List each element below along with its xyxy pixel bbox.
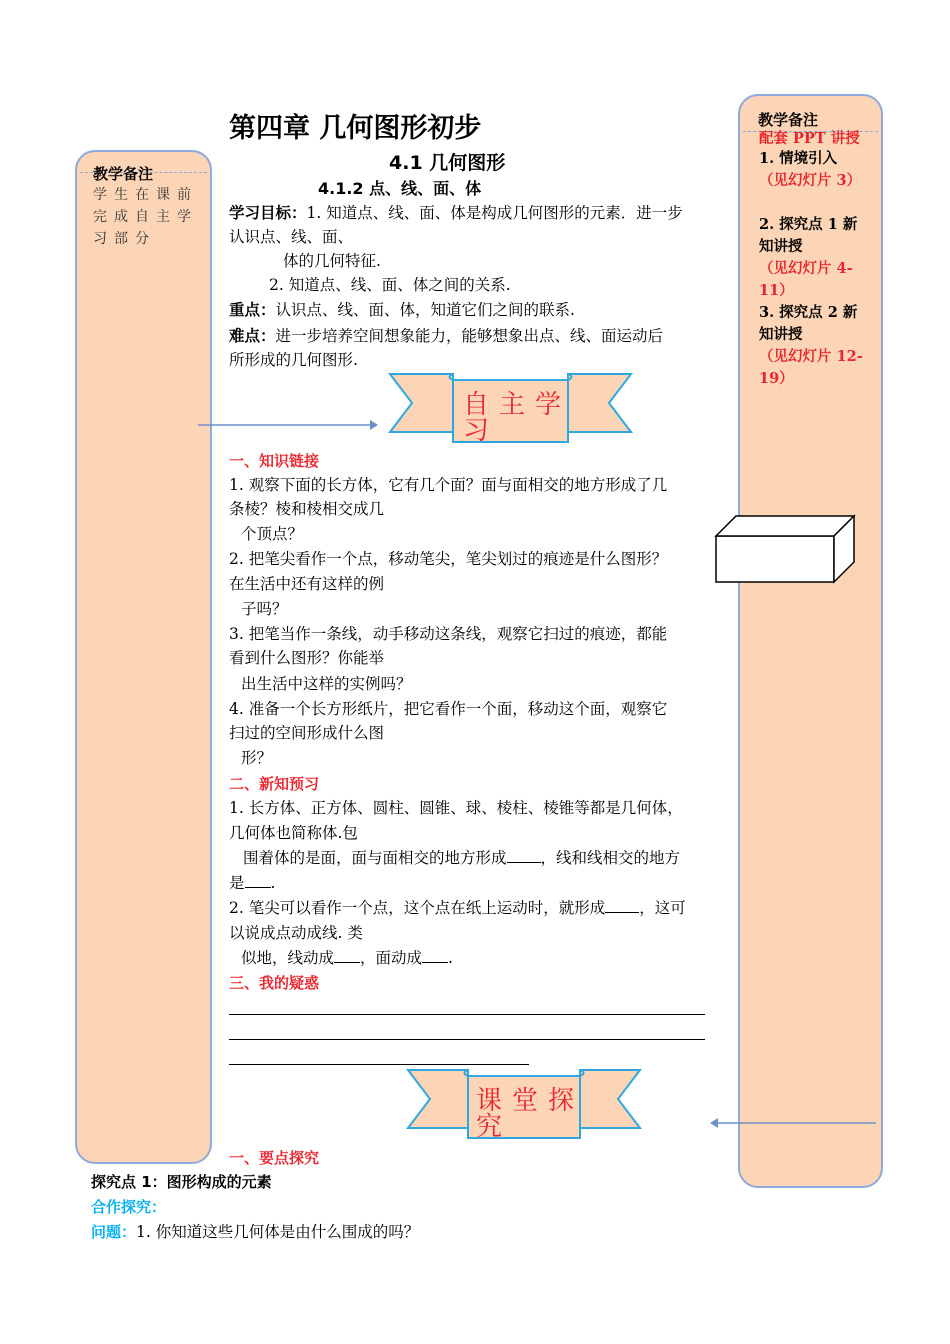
answer-blank-5[interactable] (422, 948, 448, 963)
left-notes-panel (75, 150, 212, 1164)
question-text: 1. 你知道这些几何体是由什么围成的吗？ (136, 1223, 420, 1241)
s1-line-4: 在生活中还有这样的例 (229, 575, 385, 593)
s2-line-1: 1. 长方体、正方体、圆柱、圆锥、球、棱柱、棱锥等都是几何体， (229, 799, 683, 817)
s1-line-8: 出生活中这样的实例吗？ (241, 675, 412, 693)
section-doubts-title: 三、我的疑惑 (229, 974, 320, 992)
banner-self-study-line2: 习 (463, 416, 500, 446)
s1-line-3: 2. 把笔尖看作一个点，移动笔尖，笔尖划过的痕迹是什么图形？ (229, 550, 668, 568)
difficulty-text-1: 进一步培养空间想象能力，能够想象出点、线、面运动后 (275, 327, 664, 345)
answer-blank-1[interactable] (507, 848, 541, 863)
arrow-right-connector (196, 418, 380, 432)
section-key-explore-title: 一、要点探究 (229, 1149, 320, 1167)
banner-class-explore-line2: 究 (476, 1112, 513, 1142)
s2-line-7c: . (448, 949, 453, 967)
right-item-3-label: 3. 探究点 2 新知讲授 (759, 304, 858, 343)
difficulty-line2: 所形成的几何图形. (229, 351, 358, 369)
arrow-left-connector (708, 1116, 878, 1130)
subsection-title: 4.1.2 点、线、面、体 (318, 179, 482, 198)
s1-line-0: 1. 观察下面的长方体，它有几个面？面与面相交的地方形成了几 (229, 476, 668, 494)
objectives-line1 (229, 201, 683, 225)
objectives-line3: 体的几何特征. (283, 252, 381, 270)
banner-class-explore-line1: 课堂探 (476, 1086, 585, 1116)
s2-line-4a: 是 (229, 874, 245, 892)
section-preview-title: 二、新知预习 (229, 775, 320, 793)
s1-line-5: 子吗？ (241, 600, 288, 618)
right-panel-title: 教学备注 (758, 111, 819, 129)
s1-line-11: 形？ (241, 749, 273, 767)
left-panel-title: 教学备注 (93, 165, 154, 183)
s2-line-3b: ，线和线相交的地方 (540, 849, 681, 867)
section-title: 4.1 几何图形 (389, 152, 506, 174)
explore-point-1: 探究点 1：图形构成的元素 (91, 1173, 272, 1191)
difficulty-label: 难点： (229, 326, 276, 345)
right-item-2-ref: （见幻灯片 4-11） (759, 260, 853, 299)
s2-line-6: 以说成点动成线. 类 (229, 924, 363, 942)
objectives-line4: 2. 知道点、线、面、体之间的关系. (269, 276, 511, 294)
left-panel-note: 学生在课前完成自主学习部分 (93, 187, 198, 247)
s2-line-7a: 似地，线动成 (241, 949, 335, 967)
banner-self-study-line1: 自主学 (463, 390, 572, 420)
s2-line-4 (229, 871, 275, 895)
ppt-label: 配套 PPT 讲授 (759, 130, 860, 147)
answer-blank-4[interactable] (334, 948, 360, 963)
objectives-text-1: 1. 知道点、线、面、体是构成几何图形的元素．进一步 (306, 204, 683, 222)
key-points-text: 认识点、线、面、体，知道它们之间的联系. (275, 301, 575, 319)
cooperate-label: 合作探究： (91, 1198, 167, 1216)
right-panel-ppt-line (759, 128, 867, 150)
right-item-3-ref: （见幻灯片 12-19） (759, 348, 863, 387)
s1-line-7: 看到什么图形？你能举 (229, 649, 385, 667)
difficulty-line1 (229, 324, 663, 348)
section-knowledge-link-title: 一、知识链接 (229, 452, 320, 470)
answer-blank-3[interactable] (605, 898, 639, 913)
s1-line-6: 3. 把笔当作一条线，动手移动这条线，观察它扫过的痕迹，都能 (229, 625, 668, 643)
s2-line-4b: . (270, 874, 276, 892)
right-item-2 (759, 214, 867, 302)
cuboid-figure (712, 512, 860, 586)
key-points-label: 重点： (229, 300, 276, 319)
s1-line-9: 4. 准备一个长方形纸片，把它看作一个面，移动这个面，观察它 (229, 700, 668, 718)
question-line (91, 1220, 419, 1244)
s1-line-1: 条棱？棱和棱相交成几 (229, 500, 385, 518)
answer-blank-2[interactable] (245, 873, 271, 888)
s1-line-10: 扫过的空间形成什么图 (229, 724, 385, 742)
right-item-1 (759, 148, 867, 192)
key-points (229, 298, 575, 322)
s2-line-7b: ，面动成 (360, 949, 423, 967)
right-item-3 (759, 302, 867, 390)
s2-line-7 (241, 946, 453, 970)
s2-line-3 (243, 846, 680, 870)
s2-line-3a: 围着体的是面，面与面相交的地方形成 (243, 849, 507, 867)
chapter-title: 第四章 几何图形初步 (229, 113, 482, 144)
s2-line-5 (229, 896, 686, 920)
doubts-line-2[interactable] (229, 1039, 705, 1040)
s2-line-5b: ，这可 (639, 899, 686, 917)
s1-line-2: 个顶点？ (241, 525, 304, 543)
question-label: 问题： (91, 1223, 137, 1241)
right-item-1-ref: （见幻灯片 3） (759, 172, 862, 189)
doubts-line-1[interactable] (229, 1014, 705, 1015)
doubts-line-3[interactable] (229, 1064, 529, 1065)
right-item-2-label: 2. 探究点 1 新知讲授 (759, 216, 858, 255)
right-item-1-label: 1. 情境引入 (759, 150, 838, 167)
s2-line-5a: 2. 笔尖可以看作一个点，这个点在纸上运动时，就形成 (229, 899, 606, 917)
objectives-line2: 认识点、线、面、 (229, 228, 354, 246)
objectives-label: 学习目标： (229, 203, 307, 222)
s2-line-2: 几何体也简称体.包 (229, 824, 358, 842)
